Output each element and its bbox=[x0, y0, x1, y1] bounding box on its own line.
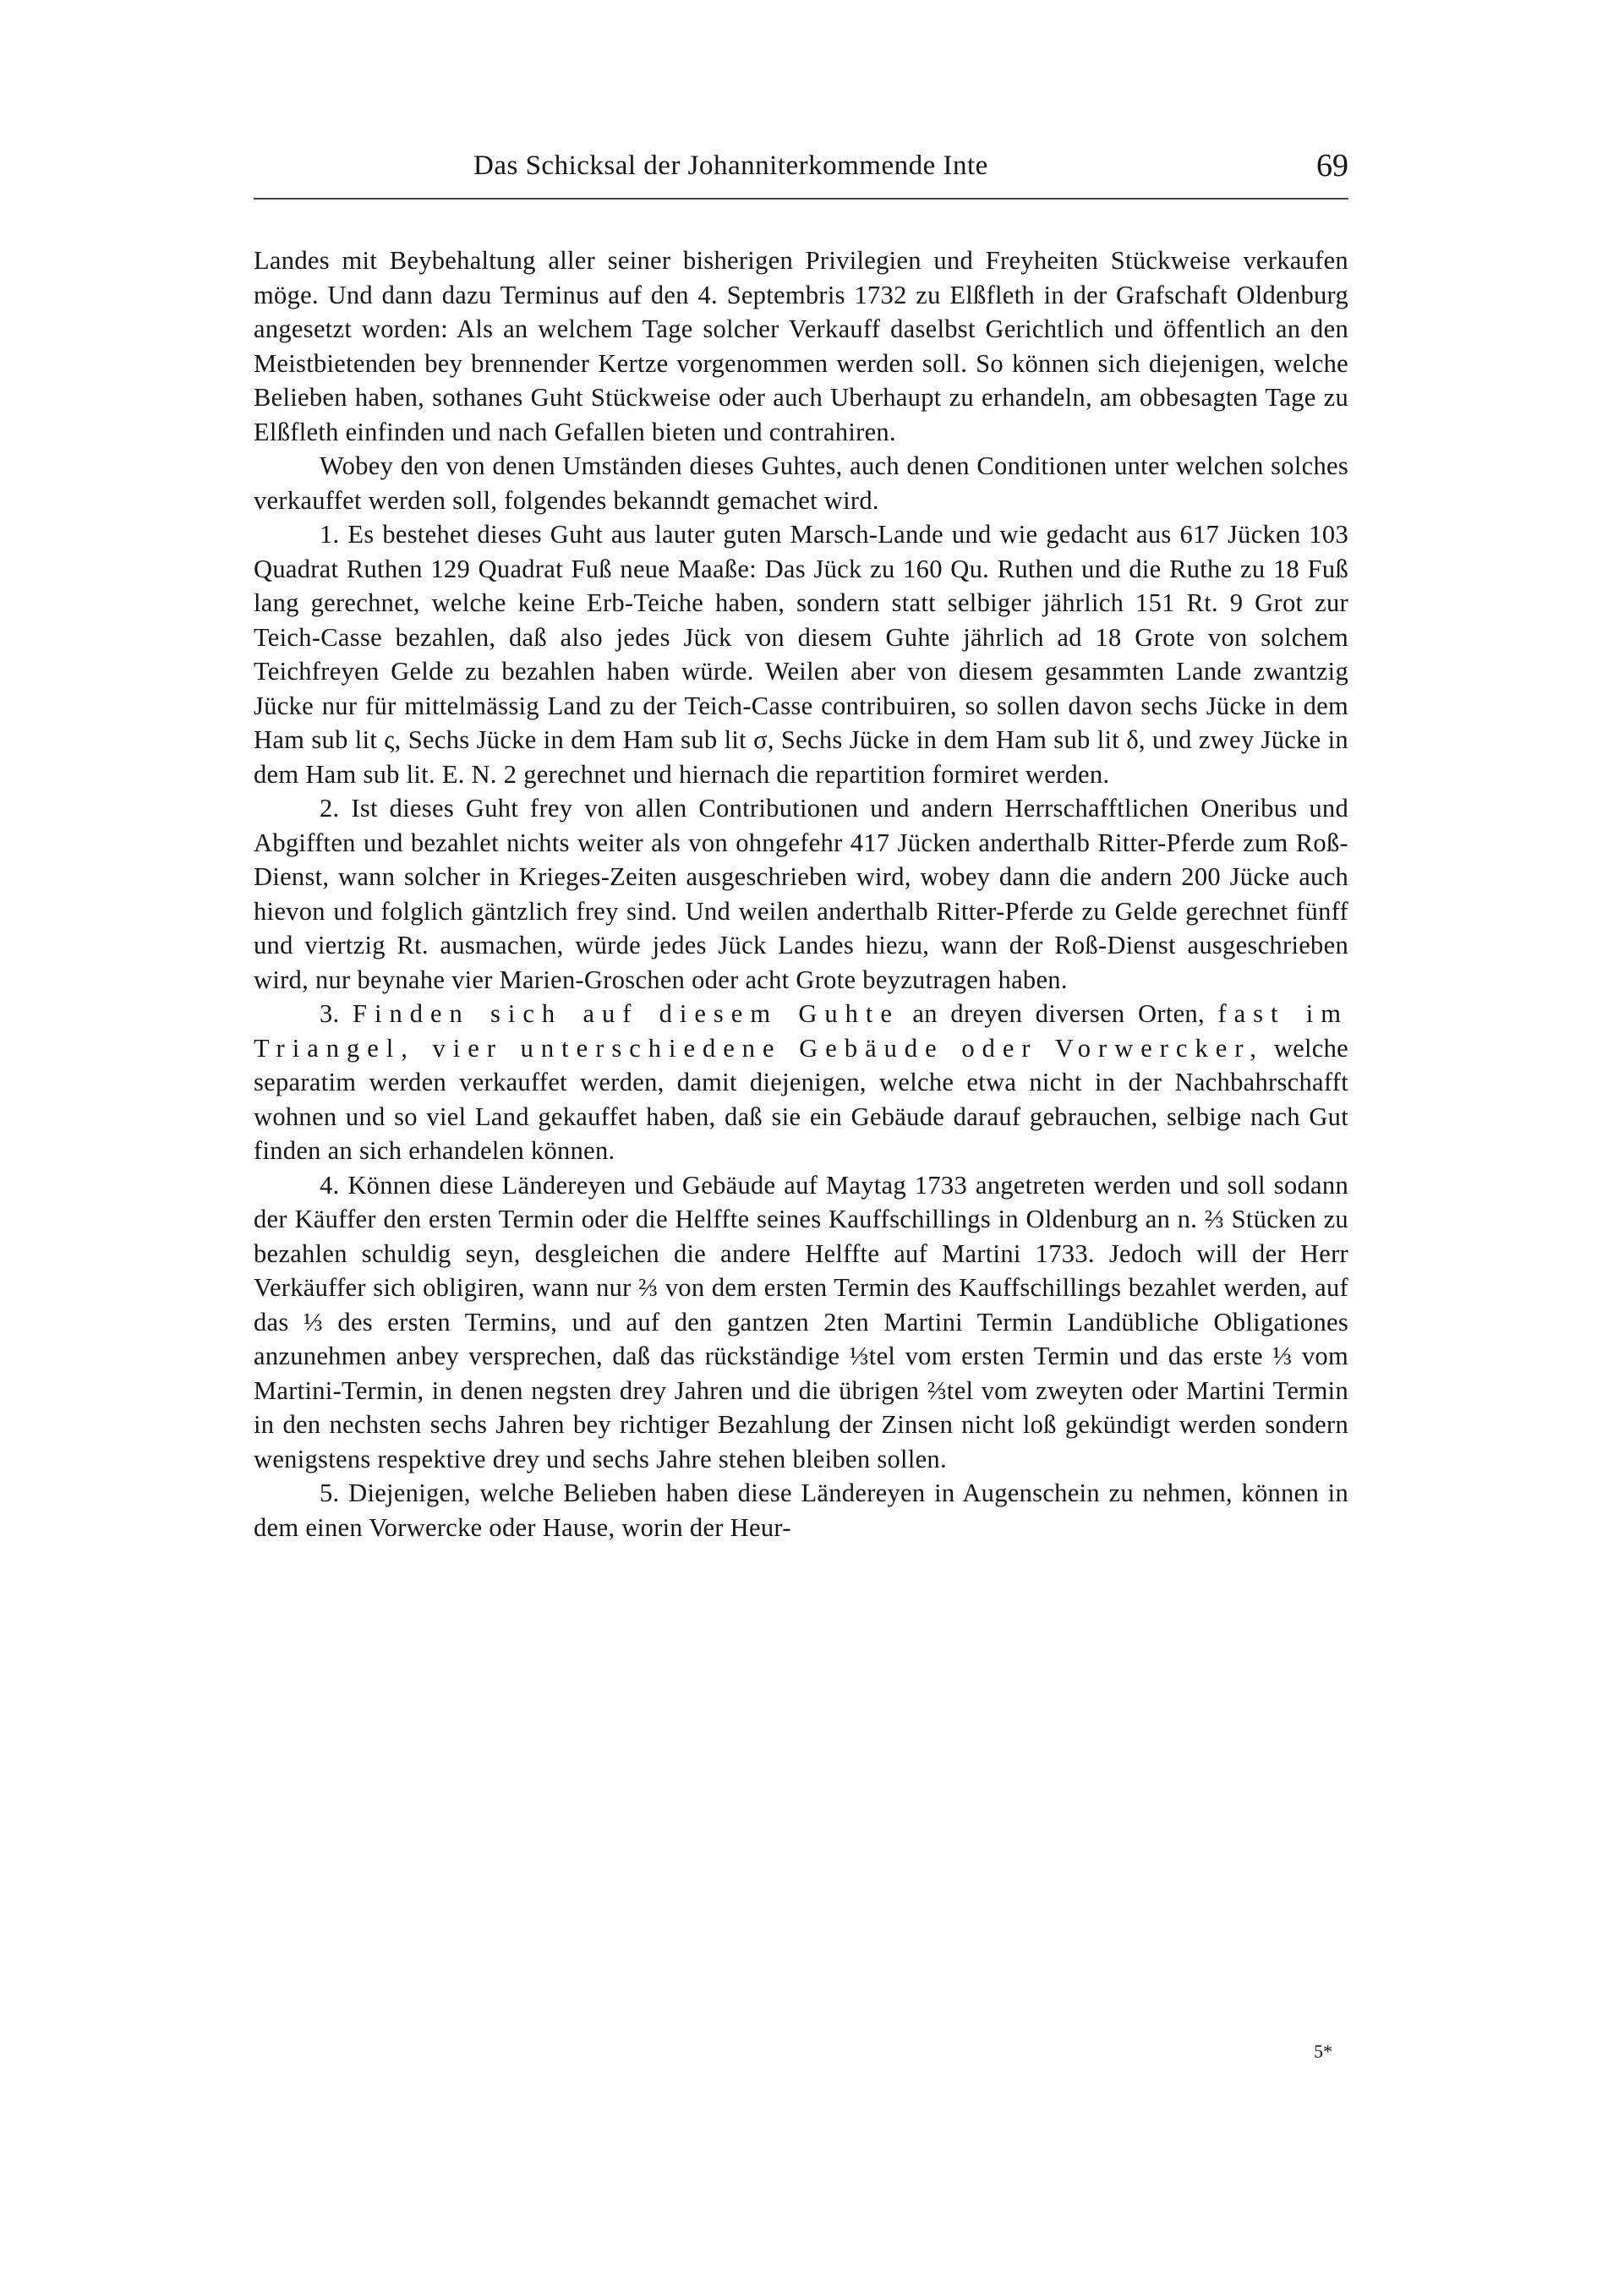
paragraph: 2. Ist dieses Guht frey von allen Contributionen und andern Herrschafftlichen Oneribus und Abgifften und bezahlet nichts weiter als von ohngefehr 417 Jücken anderthalb Ritter-Pferde zum Roß-Dienst, wann solcher in Krieges-Zeiten ausgeschrieben wird, wobey dann die andern 200 Jücke auch hievon und folglich gäntzlich frey sind. Und weilen anderthalb Ritter-Pferde zu Gelde gerechnet fünff und viertzig Rt. ausmachen, würde jedes Jück Landes hiezu, wann der Roß-Dienst ausgeschrieben wird, nur beynahe vier Marien-Groschen oder acht Grote beyzutragen haben. bbox=[254, 794, 1348, 994]
spaced-emphasis: fast im Triangel, vier unterschiedene Gebäude oder Vorwercker, bbox=[254, 999, 1348, 1063]
running-title: Das Schicksal der Johanniterkommende Inte bbox=[473, 150, 988, 181]
page-number: 69 bbox=[1316, 148, 1348, 183]
paragraph: Wobey den von denen Umständen dieses Guhtes, auch denen Conditionen unter welchen solches verkauffet werden soll, folgendes bekanndt gemachet wird. bbox=[254, 451, 1348, 515]
document-page bbox=[254, 144, 1348, 1544]
spaced-emphasis: Finden sich auf diesem Guhte bbox=[353, 999, 900, 1028]
paragraph: Landes mit Beybehaltung aller seiner bisherigen Privilegien und Freyheiten Stückweise verkaufen möge. Und dann dazu Terminus auf den 4. Septembris 1732 zu Elßfleth in der Grafschaft Oldenburg angesetzt worden: Als an welchem Tage solcher Verkauff daselbst Gerichtlich und öffentlich an den Meistbietenden bey brennender Kertze vorgenommen werden soll. So können sich diejenigen, welche Belieben haben, sothanes Guht Stückweise oder auch Uberhaupt zu erhandeln, am obbesagten Tage zu Elßfleth einfinden und nach Gefallen bieten und contrahiren. bbox=[254, 246, 1348, 446]
header-rule bbox=[254, 198, 1348, 200]
signature-mark: 5* bbox=[1314, 2041, 1332, 2062]
page-header bbox=[254, 144, 1348, 198]
paragraph-rest: welche separatim werden verkauffet werden, damit diejenigen, welche etwa nicht in der Nachbahrschafft wohnen und so viel Land gekauffet haben, daß sie ein Gebäude darauf gebrauchen, selbige nach Gut finden an sich erhandelen können. bbox=[254, 1033, 1348, 1165]
paragraph bbox=[254, 997, 1348, 1168]
paragraph-lead: 3. bbox=[320, 999, 353, 1028]
body-text bbox=[254, 243, 1348, 1544]
paragraph: 1. Es bestehet dieses Guht aus lauter guten Marsch-Lande und wie gedacht aus 617 Jücken 103 Quadrat Ruthen 129 Quadrat Fuß neue Maaße: Das Jück zu 160 Qu. Ruthen und die Ruthe zu 18 Fuß lang gerechnet, welche keine Erb-Teiche haben, sondern statt selbiger jährlich 151 Rt. 9 Grot zur Teich-Casse bezahlen, daß also jedes Jück von diesem Guhte jährlich ad 18 Grote von solchem Teichfreyen Gelde zu bezahlen haben würde. Weilen aber von diesem gesammten Lande zwantzig Jücke nur für mittelmässig Land zu der Teich-Casse contribuiren, so sollen davon sechs Jücke in dem Ham sub lit ς, Sechs Jücke in dem Ham sub lit σ, Sechs Jücke in dem Ham sub lit δ, und zwey Jücke in dem Ham sub lit. E. N. 2 gerechnet und hiernach die repartition formiret werden. bbox=[254, 520, 1348, 789]
paragraph-mid: an dreyen diversen Orten, bbox=[899, 999, 1218, 1028]
paragraph: 4. Können diese Ländereyen und Gebäude auf Maytag 1733 angetreten werden und soll sodann der Käuffer den ersten Termin oder die Helffte seines Kauffschillings in Oldenburg an n. ⅔ Stücken zu bezahlen schuldig seyn, desgleichen die andere Helffte auf Martini 1733. Jedoch will der Herr Verkäuffer sich obligiren, wann nur ⅔ von dem ersten Termin des Kauffschillings bezahlet werden, auf das ⅓ des ersten Termins, und auf den gantzen 2ten Martini Termin Landübliche Obligationes anzunehmen anbey versprechen, daß das rückständige ⅓tel vom ersten Termin und das erste ⅓ vom Martini-Termin, in denen negsten drey Jahren und die übrigen ⅔tel vom zweyten oder Martini Termin in den nechsten sechs Jahren bey richtiger Bezahlung der Zinsen nicht loß gekündigt werden sondern wenigstens respektive drey und sechs Jahre stehen bleiben sollen. bbox=[254, 1170, 1348, 1473]
paragraph: 5. Diejenigen, welche Belieben haben diese Ländereyen in Augenschein zu nehmen, können in dem einen Vorwercke oder Hause, worin der Heur- bbox=[254, 1479, 1348, 1542]
